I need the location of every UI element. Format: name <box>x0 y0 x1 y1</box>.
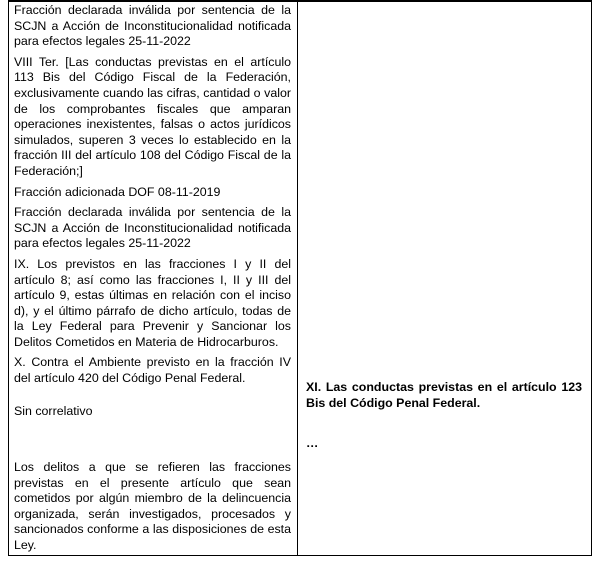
paragraph-x: X. Contra el Ambiente previsto en la fracción IV del artículo 420 del Código Penal Federal. <box>14 355 291 386</box>
paragraph-invalid-1: Fracción declarada inválida por sentencia de la SCJN a Acción de Inconstitucionalidad notificada para efectos legales 25-11-2022 <box>14 3 291 49</box>
paragraph-closing: Los delitos a que se refieren las fracciones previstas en el presente artículo que sean cometidos por algún miembro de la delincuencia organizada, serán investigados, procesados y sancionados conforme a las disposiciones de esta Ley. <box>14 460 291 552</box>
ellipsis: … <box>306 436 319 450</box>
paragraph-invalid-2: Fracción declarada inválida por sentencia de la SCJN a Acción de Inconstitucionalidad notificada para efectos legales 25-11-2022 <box>14 205 291 251</box>
left-text-block <box>14 3 291 387</box>
paragraph-ix: IX. Los previstos en las fracciones I y II del artículo 8; así como las fracciones I, II y III del artículo 9, estas últimas en relación con el inciso d), y el último párrafo de dicho artículo, todas de la Ley Federal para Prevenir y Sancionar los Delitos Cometidos en Materia de Hidrocarburos. <box>14 256 291 349</box>
comparison-table <box>8 0 592 556</box>
right-column <box>298 0 592 555</box>
paragraph-added-dof: Fracción adicionada DOF 08-11-2019 <box>14 184 221 199</box>
left-column <box>9 0 297 552</box>
paragraph-xi: XI. Las conductas previstas en el artículo 123 Bis del Código Penal Federal. <box>306 380 582 410</box>
paragraph-viii-ter: VIII Ter. [Las conductas previstas en el artículo 113 Bis del Código Fiscal de la Federación, exclusivamente cuando las cifras, cantidad o valor de los comprobantes fiscales que amparan operaciones inexistentes, falsas o actos jurídicos simulados, superen 3 veces lo establecido en la fracción III del artículo 108 del Código Fiscal de la Federación;] <box>14 54 291 178</box>
paragraph-sin-correlativo: Sin correlativo <box>14 404 93 418</box>
